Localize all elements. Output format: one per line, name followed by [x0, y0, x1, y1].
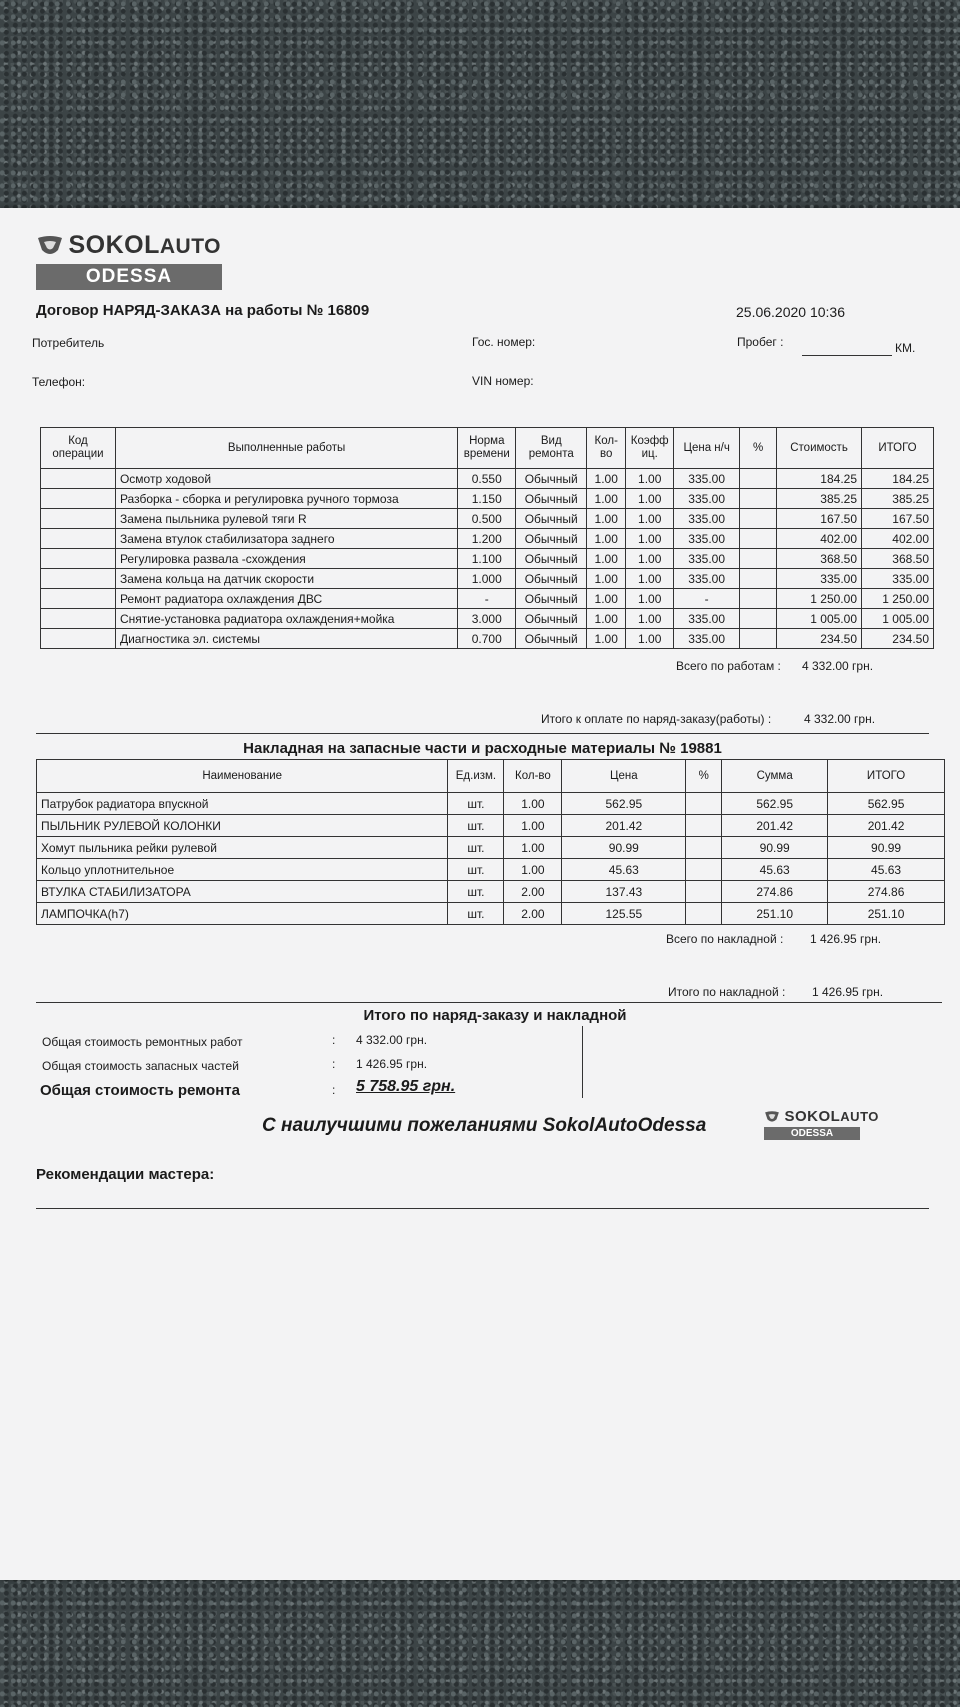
cell-total: 167.50 — [862, 509, 934, 529]
table-row — [41, 529, 934, 549]
cell-code — [41, 569, 116, 589]
table-row — [41, 569, 934, 589]
falcon-icon — [36, 234, 64, 258]
cell-coef: 1.00 — [626, 549, 674, 569]
summary-colon: : — [332, 1033, 336, 1047]
works-total-value: 4 332.00 грн. — [802, 659, 874, 673]
cell-type: Обычный — [516, 609, 587, 629]
summary-works-label: Общая стоимость ремонтных работ — [42, 1035, 243, 1049]
cell-code — [41, 549, 116, 569]
brand-name: SOKOLAUTO — [784, 1108, 879, 1126]
cell-total: 1 005.00 — [862, 609, 934, 629]
cell-total: 402.00 — [862, 529, 934, 549]
cell-price: 137.43 — [562, 881, 686, 903]
cell-price: - — [674, 589, 740, 609]
summary-total-label: Общая стоимость ремонта — [40, 1082, 240, 1099]
summary-total-value: 5 758.95 грн. — [356, 1078, 456, 1095]
brand-name: SOKOLAUTO — [68, 231, 221, 259]
col-name: Наименование — [37, 760, 448, 793]
cell-pct — [740, 569, 777, 589]
col-pct: % — [740, 428, 777, 469]
works-table — [40, 427, 934, 649]
cell-price: 335.00 — [674, 609, 740, 629]
cell-sum: 562.95 — [722, 793, 828, 815]
table-row — [37, 815, 945, 837]
cell-type: Обычный — [516, 469, 587, 489]
cell-cost: 1 005.00 — [777, 609, 862, 629]
cell-name: Осмотр ходовой — [115, 469, 457, 489]
recommend-line — [36, 1208, 929, 1209]
cell-price: 201.42 — [562, 815, 686, 837]
parts-total-value: 1 426.95 грн. — [810, 932, 882, 946]
table-row — [41, 609, 934, 629]
cell-name: Замена кольца на датчик скорости — [115, 569, 457, 589]
cell-code — [41, 489, 116, 509]
col-pct: % — [686, 760, 722, 793]
cell-code — [41, 609, 116, 629]
cell-unit: шт. — [448, 903, 504, 925]
cell-cost: 335.00 — [777, 569, 862, 589]
cell-qty: 1.00 — [587, 629, 626, 649]
mileage-underline — [802, 355, 892, 356]
table-row — [37, 793, 945, 815]
table-row — [37, 859, 945, 881]
cell-type: Обычный — [516, 569, 587, 589]
brand-logo-small — [764, 1108, 879, 1126]
cell-total: 201.42 — [828, 815, 945, 837]
cell-pct — [740, 629, 777, 649]
summary-works-value: 4 332.00 грн. — [356, 1033, 428, 1047]
table-row — [37, 837, 945, 859]
col-total: ИТОГО — [862, 428, 934, 469]
cell-type: Обычный — [516, 549, 587, 569]
vin-label: VIN номер: — [472, 374, 534, 388]
summary-colon: : — [332, 1083, 336, 1097]
cell-unit: шт. — [448, 859, 504, 881]
cell-type: Обычный — [516, 529, 587, 549]
cell-name: ЛАМПОЧКА(h7) — [37, 903, 448, 925]
cell-total: 335.00 — [862, 569, 934, 589]
cell-cost: 234.50 — [777, 629, 862, 649]
plate-label: Гос. номер: — [472, 335, 536, 349]
cell-price: 335.00 — [674, 509, 740, 529]
works-pay-label: Итого к оплате по наряд-заказу(работы) : — [541, 712, 772, 726]
cell-name: Замена пыльника рулевой тяги R — [115, 509, 457, 529]
cell-coef: 1.00 — [626, 529, 674, 549]
cell-pct — [686, 881, 722, 903]
cell-sum: 90.99 — [722, 837, 828, 859]
phone-label: Телефон: — [32, 375, 86, 389]
cell-unit: шт. — [448, 793, 504, 815]
cell-norm: 3.000 — [458, 609, 516, 629]
parts-table — [36, 759, 945, 925]
contract-datetime: 25.06.2020 10:36 — [736, 304, 845, 320]
cell-name: Снятие-установка радиатора охлаждения+мойка — [115, 609, 457, 629]
cell-qty: 1.00 — [587, 609, 626, 629]
cell-price: 45.63 — [562, 859, 686, 881]
cell-sum: 251.10 — [722, 903, 828, 925]
col-qty: Кол-во — [504, 760, 562, 793]
table-row — [41, 589, 934, 609]
cell-name: Кольцо уплотнительное — [37, 859, 448, 881]
cell-total: 234.50 — [862, 629, 934, 649]
summary-colon: : — [332, 1057, 336, 1071]
cell-coef: 1.00 — [626, 469, 674, 489]
cell-price: 562.95 — [562, 793, 686, 815]
col-norm: Норма времени — [458, 428, 516, 469]
col-unit: Ед.изм. — [448, 760, 504, 793]
cell-price: 125.55 — [562, 903, 686, 925]
cell-coef: 1.00 — [626, 609, 674, 629]
parts-total-label: Всего по накладной : — [666, 932, 784, 946]
col-price: Цена н/ч — [674, 428, 740, 469]
summary-parts-value: 1 426.95 грн. — [356, 1057, 428, 1071]
divider — [36, 1002, 942, 1003]
cell-norm: 1.200 — [458, 529, 516, 549]
table-row — [41, 629, 934, 649]
cell-cost: 167.50 — [777, 509, 862, 529]
brand-city: ODESSA — [764, 1127, 860, 1140]
cell-pct — [740, 589, 777, 609]
parts-title: Накладная на запасные части и расходные материалы № 19881 — [243, 740, 722, 757]
cell-sum: 45.63 — [722, 859, 828, 881]
col-cost: Стоимость — [777, 428, 862, 469]
cell-cost: 368.50 — [777, 549, 862, 569]
cell-total: 251.10 — [828, 903, 945, 925]
cell-unit: шт. — [448, 881, 504, 903]
cell-total: 45.63 — [828, 859, 945, 881]
parts-header-row — [37, 760, 945, 793]
cell-total: 368.50 — [862, 549, 934, 569]
cell-norm: 0.700 — [458, 629, 516, 649]
cell-code — [41, 469, 116, 489]
cell-name: Диагностика эл. системы — [115, 629, 457, 649]
cell-coef: 1.00 — [626, 569, 674, 589]
cell-qty: 1.00 — [587, 529, 626, 549]
cell-pct — [686, 837, 722, 859]
cell-coef: 1.00 — [626, 629, 674, 649]
cell-sum: 201.42 — [722, 815, 828, 837]
cell-norm: 1.150 — [458, 489, 516, 509]
table-row — [37, 881, 945, 903]
cell-total: 385.25 — [862, 489, 934, 509]
cell-pct — [740, 489, 777, 509]
cell-qty: 1.00 — [504, 837, 562, 859]
cell-name: Разборка - сборка и регулировка ручного тормоза — [115, 489, 457, 509]
cell-qty: 1.00 — [587, 569, 626, 589]
summary-title: Итого по наряд-заказу и накладной — [363, 1007, 627, 1024]
cell-name: ПЫЛЬНИК РУЛЕВОЙ КОЛОНКИ — [37, 815, 448, 837]
cell-price: 335.00 — [674, 489, 740, 509]
mileage-unit: КМ. — [895, 341, 916, 355]
cell-qty: 1.00 — [587, 589, 626, 609]
falcon-icon — [764, 1110, 780, 1124]
summary-parts-label: Общая стоимость запасных частей — [42, 1059, 239, 1073]
cell-qty: 1.00 — [587, 489, 626, 509]
cell-coef: 1.00 — [626, 489, 674, 509]
cell-type: Обычный — [516, 589, 587, 609]
cell-pct — [740, 549, 777, 569]
cell-total: 274.86 — [828, 881, 945, 903]
cell-type: Обычный — [516, 629, 587, 649]
cell-pct — [740, 609, 777, 629]
brand-city: ODESSA — [36, 264, 222, 290]
col-code: Код операции — [41, 428, 116, 469]
cell-cost: 184.25 — [777, 469, 862, 489]
cell-qty: 1.00 — [504, 815, 562, 837]
cell-norm: 0.550 — [458, 469, 516, 489]
works-pay-value: 4 332.00 грн. — [804, 712, 876, 726]
divider — [36, 733, 929, 734]
cell-qty: 1.00 — [504, 859, 562, 881]
cell-name: Хомут пыльника рейки рулевой — [37, 837, 448, 859]
cell-pct — [740, 529, 777, 549]
mileage-label: Пробег : — [737, 335, 784, 349]
table-row — [41, 469, 934, 489]
cell-total: 184.25 — [862, 469, 934, 489]
cell-unit: шт. — [448, 815, 504, 837]
cell-name: Патрубок радиатора впускной — [37, 793, 448, 815]
cell-price: 335.00 — [674, 469, 740, 489]
cell-total: 90.99 — [828, 837, 945, 859]
cell-pct — [686, 859, 722, 881]
works-header-row — [41, 428, 934, 469]
cell-name: ВТУЛКА СТАБИЛИЗАТОРА — [37, 881, 448, 903]
cell-price: 335.00 — [674, 629, 740, 649]
cell-coef: 1.00 — [626, 589, 674, 609]
cell-qty: 2.00 — [504, 881, 562, 903]
recommend-label: Рекомендации мастера: — [36, 1166, 215, 1183]
col-sum: Сумма — [722, 760, 828, 793]
table-row — [37, 903, 945, 925]
cell-code — [41, 509, 116, 529]
cell-unit: шт. — [448, 837, 504, 859]
cell-name: Ремонт радиатора охлаждения ДВС — [115, 589, 457, 609]
brand-logo — [36, 231, 221, 260]
cell-sum: 274.86 — [722, 881, 828, 903]
cell-qty: 2.00 — [504, 903, 562, 925]
cell-qty: 1.00 — [587, 469, 626, 489]
cell-price: 335.00 — [674, 549, 740, 569]
cell-price: 90.99 — [562, 837, 686, 859]
cell-cost: 402.00 — [777, 529, 862, 549]
col-qty: Кол-во — [587, 428, 626, 469]
contract-title: Договор НАРЯД-ЗАКАЗА на работы № 16809 — [36, 302, 370, 319]
cell-pct — [740, 469, 777, 489]
parts-pay-label: Итого по накладной : — [668, 985, 786, 999]
parts-pay-value: 1 426.95 грн. — [812, 985, 884, 999]
cell-total: 1 250.00 — [862, 589, 934, 609]
col-coef: Коэфф иц. — [626, 428, 674, 469]
cell-qty: 1.00 — [587, 509, 626, 529]
cell-qty: 1.00 — [504, 793, 562, 815]
cell-name: Замена втулок стабилизатора заднего — [115, 529, 457, 549]
table-row — [41, 509, 934, 529]
cell-code — [41, 629, 116, 649]
cell-pct — [740, 509, 777, 529]
summary-divider — [582, 1026, 583, 1098]
table-row — [41, 549, 934, 569]
cell-pct — [686, 903, 722, 925]
consumer-label: Потребитель — [32, 336, 105, 350]
cell-norm: 1.000 — [458, 569, 516, 589]
cell-type: Обычный — [516, 489, 587, 509]
cell-norm: - — [458, 589, 516, 609]
cell-name: Регулировка развала -схождения — [115, 549, 457, 569]
cell-cost: 1 250.00 — [777, 589, 862, 609]
cell-norm: 0.500 — [458, 509, 516, 529]
wishes-text: С наилучшими пожеланиями SokolAutoOdessa — [262, 1115, 707, 1136]
cell-code — [41, 529, 116, 549]
cell-total: 562.95 — [828, 793, 945, 815]
cell-code — [41, 589, 116, 609]
col-work: Выполненные работы — [115, 428, 457, 469]
col-price: Цена — [562, 760, 686, 793]
col-total: ИТОГО — [828, 760, 945, 793]
works-total-label: Всего по работам : — [676, 659, 781, 673]
cell-pct — [686, 793, 722, 815]
cell-qty: 1.00 — [587, 549, 626, 569]
cell-coef: 1.00 — [626, 509, 674, 529]
cell-type: Обычный — [516, 509, 587, 529]
cell-price: 335.00 — [674, 529, 740, 549]
cell-cost: 385.25 — [777, 489, 862, 509]
col-type: Вид ремонта — [516, 428, 587, 469]
table-row — [41, 489, 934, 509]
cell-norm: 1.100 — [458, 549, 516, 569]
cell-price: 335.00 — [674, 569, 740, 589]
cell-pct — [686, 815, 722, 837]
